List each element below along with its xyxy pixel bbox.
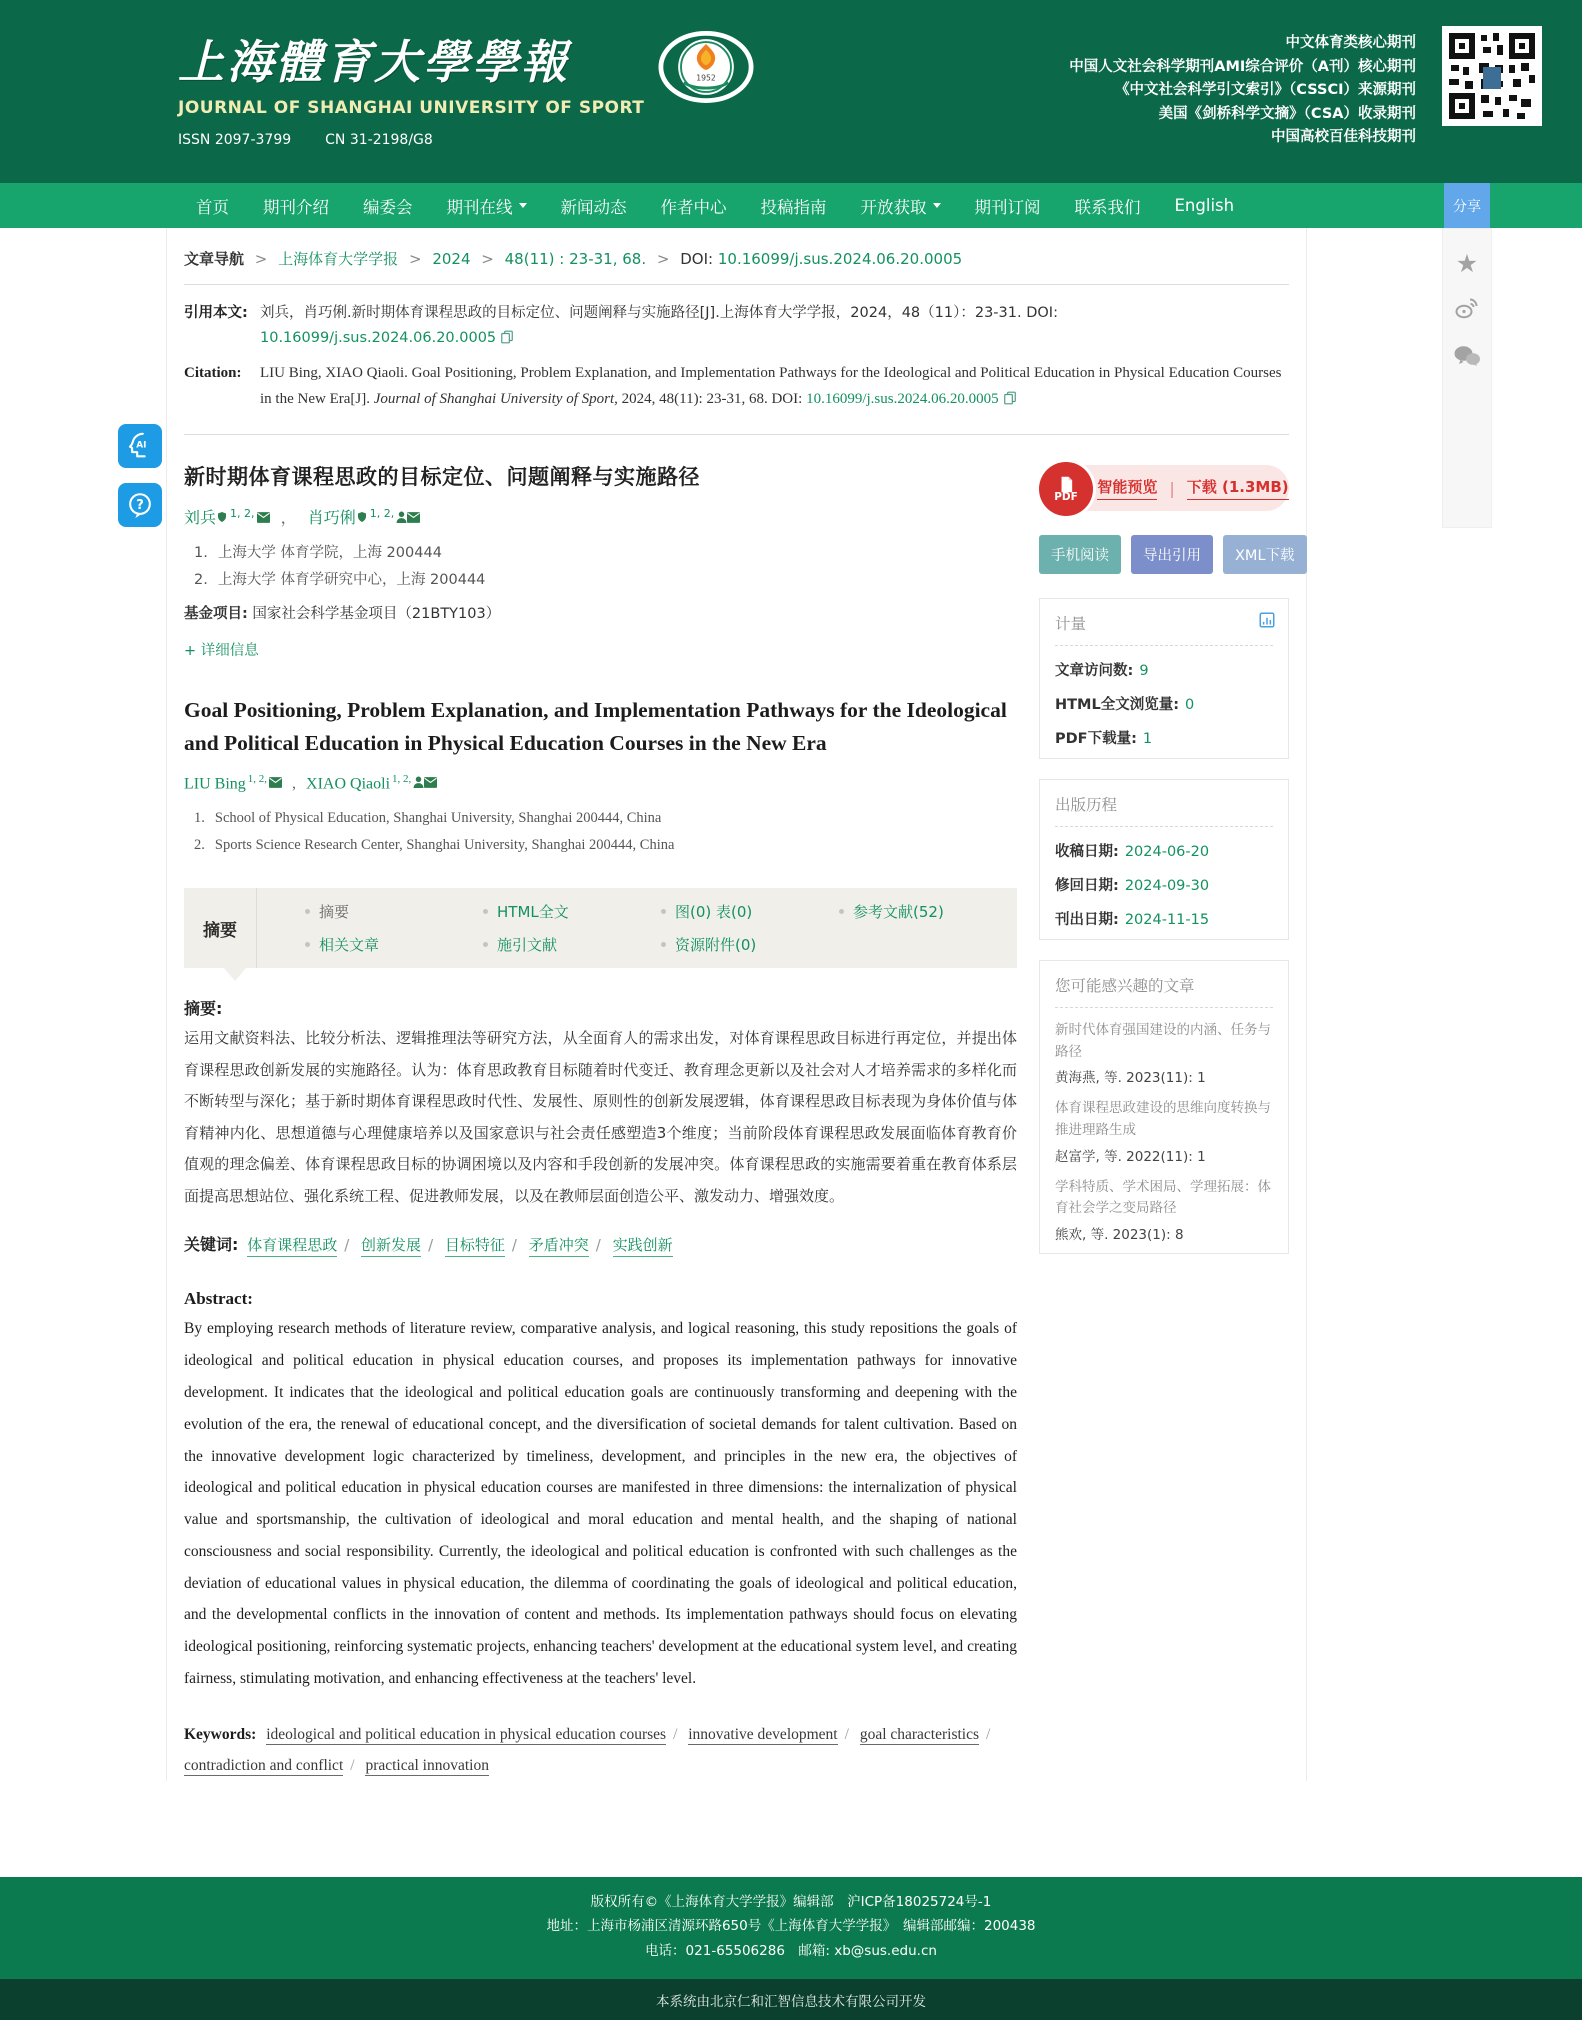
nav-item-subscription[interactable]: 期刊订阅 xyxy=(974,197,1041,217)
cite-cn-label: 引用本文: xyxy=(184,305,248,321)
breadcrumb-separator: > xyxy=(254,250,268,268)
content-area xyxy=(166,228,1307,1781)
related-article-meta: 黄海燕, 等. 2023(11): 1 xyxy=(1055,1070,1206,1087)
accolade-line: 中国人文社会科学期刊AMI综合评价（A刊）核心期刊 xyxy=(1069,58,1416,75)
breadcrumb-root: 文章导航 xyxy=(184,250,245,268)
keyword-link[interactable]: 创新发展 xyxy=(361,1236,421,1257)
weibo-icon[interactable] xyxy=(1454,296,1480,324)
author-badge-icon xyxy=(356,508,368,527)
history-title: 出版历程 xyxy=(1055,793,1273,827)
history-row: 修回日期: 2024-09-30 xyxy=(1055,878,1210,895)
metric-row: 文章访问数: 9 xyxy=(1055,663,1149,680)
mobile-read-button[interactable]: 手机阅读 xyxy=(1039,535,1121,574)
keyword-link[interactable]: 矛盾冲突 xyxy=(529,1236,589,1257)
tab-figures-tables[interactable]: 图(0) 表(0) xyxy=(661,901,839,922)
bullet-icon xyxy=(661,909,666,914)
person-icon[interactable] xyxy=(413,775,424,792)
nav-item-english[interactable]: English xyxy=(1174,196,1235,215)
article-main xyxy=(184,443,1017,1780)
breadcrumb-separator: > xyxy=(481,250,494,268)
author-separator: , xyxy=(292,774,297,792)
history-date: 2024-11-15 xyxy=(1124,912,1210,929)
bullet-icon xyxy=(305,909,310,914)
tab-current-abstract: 摘要 xyxy=(184,888,257,968)
nav-item-news[interactable]: 新闻动态 xyxy=(560,197,627,217)
author-link[interactable]: XIAO Qiaoli xyxy=(306,774,391,792)
bullet-icon xyxy=(483,942,488,947)
keyword-separator: / xyxy=(673,1725,678,1743)
nav-item-editorial-board[interactable]: 编委会 xyxy=(363,197,413,217)
keyword-separator: / xyxy=(511,1236,517,1255)
main-navigation xyxy=(0,183,1582,228)
affiliations-cn xyxy=(184,540,1017,594)
citation-chinese xyxy=(184,301,1289,354)
footer-copyright: 版权所有©《上海体育大学学报》编辑部 沪ICP备18025724号-1 xyxy=(590,1893,992,1910)
detail-toggle-link[interactable]: + 详细信息 xyxy=(184,642,259,659)
keyword-link[interactable]: goal characteristics xyxy=(859,1725,980,1743)
doi-label: DOI: xyxy=(680,250,714,268)
author-separator: ， xyxy=(280,508,297,528)
fund-line xyxy=(184,602,1017,623)
keyword-link[interactable]: 体育课程思政 xyxy=(247,1236,337,1257)
system-credit-bar xyxy=(0,1979,1582,2020)
history-row: 刊出日期: 2024-11-15 xyxy=(1055,912,1210,929)
tab-attachments[interactable]: 资源附件(0) xyxy=(661,934,839,955)
tab-html-fulltext[interactable]: HTML全文 xyxy=(483,901,661,922)
metric-row: HTML全文浏览量: 0 xyxy=(1055,697,1195,714)
email-icon[interactable] xyxy=(269,775,282,792)
university-logo xyxy=(658,30,754,108)
citation-english xyxy=(184,360,1289,415)
cite-en-label: Citation: xyxy=(184,364,242,381)
keyword-link[interactable]: ideological and political education in physical education courses xyxy=(266,1725,667,1743)
related-article-link[interactable]: 新时代体育强国建设的内涵、任务与路径 xyxy=(1055,1022,1271,1060)
author-sup: 1, 2, xyxy=(230,506,255,520)
breadcrumb-doi-link[interactable]: 10.16099/j.sus.2024.06.20.0005 xyxy=(717,250,963,268)
breadcrumb-issue-link[interactable]: 48(11) : 23-31, 68. xyxy=(504,250,647,268)
keyword-separator: / xyxy=(350,1756,355,1774)
nav-item-submission-guide[interactable]: 投稿指南 xyxy=(760,197,827,217)
copy-citation-icon[interactable] xyxy=(500,328,514,353)
svg-text:1952: 1952 xyxy=(696,73,717,83)
nav-item-home[interactable]: 首页 xyxy=(196,197,229,217)
tab-related-articles[interactable]: 相关文章 xyxy=(305,934,483,955)
abstract-cn-heading: 摘要: xyxy=(184,999,223,1019)
nav-item-author-center[interactable]: 作者中心 xyxy=(660,197,727,217)
metrics-title: 计量 xyxy=(1055,612,1273,646)
keyword-link[interactable]: practical innovation xyxy=(365,1756,489,1774)
keyword-link[interactable]: innovative development xyxy=(688,1725,838,1743)
tab-citing-articles[interactable]: 施引文献 xyxy=(483,934,661,955)
related-article-item xyxy=(1055,1008,1273,1086)
history-row: 收稿日期: 2024-06-20 xyxy=(1055,844,1210,861)
journal-title-calligraphy: 上海體育大學學報 xyxy=(178,35,570,89)
ai-assistant-button[interactable] xyxy=(118,424,162,468)
journal-title-english: JOURNAL OF SHANGHAI UNIVERSITY OF SPORT xyxy=(178,98,645,118)
caret-down-icon xyxy=(519,203,527,208)
cite-cn-doi-link[interactable]: 10.16099/j.sus.2024.06.20.0005 xyxy=(260,330,497,347)
cite-en-text-after: , 2024, 48(11): 23-31, 68. DOI: xyxy=(614,391,807,407)
bullet-icon xyxy=(483,909,488,914)
email-icon[interactable] xyxy=(407,508,420,527)
cite-en-journal: Journal of Shanghai University of Sport xyxy=(373,391,615,407)
wechat-icon[interactable] xyxy=(1453,344,1481,372)
related-article-link[interactable]: 体育课程思政建设的思维向度转换与推进理路生成 xyxy=(1055,1100,1271,1139)
keyword-separator: / xyxy=(344,1236,350,1255)
keyword-separator: / xyxy=(844,1725,849,1743)
related-article-meta: 熊欢, 等. 2023(1): 8 xyxy=(1055,1226,1184,1243)
keyword-link[interactable]: contradiction and conflict xyxy=(184,1756,344,1774)
copy-citation-icon[interactable] xyxy=(1003,388,1017,414)
history-date: 2024-09-30 xyxy=(1124,878,1210,895)
keyword-separator: / xyxy=(595,1236,601,1255)
author-badge-icon xyxy=(216,508,228,527)
citation-block xyxy=(184,285,1289,435)
bullet-icon xyxy=(661,942,666,947)
article-title-en: Goal Positioning, Problem Explanation, and Implementation Pathways for the Ideological and Political Education in Physical Education Courses in the New Era xyxy=(184,697,1007,756)
system-credit: 本系统由北京仁和汇智信息技术有限公司开发 xyxy=(656,1993,926,2010)
breadcrumb-journal-link[interactable]: 上海体育大学学报 xyxy=(278,250,399,268)
site-header xyxy=(0,0,1582,183)
pdf-icon[interactable]: PDF xyxy=(1039,462,1093,516)
nav-item-open-access[interactable]: 开放获取 xyxy=(861,194,941,218)
issn-number: ISSN 2097-3799 xyxy=(178,132,292,148)
article-tab-strip xyxy=(184,888,1017,968)
email-icon[interactable] xyxy=(257,508,270,527)
related-article-item xyxy=(1055,1165,1273,1243)
breadcrumb-separator: > xyxy=(408,250,422,268)
footer-contact: 电话：021-65506286 邮箱: xb@sus.edu.cn xyxy=(645,1942,937,1959)
person-icon[interactable] xyxy=(396,508,407,527)
help-button[interactable] xyxy=(118,483,162,527)
author-link[interactable]: 刘兵 xyxy=(184,508,217,528)
cite-en-doi-link[interactable]: 10.16099/j.sus.2024.06.20.0005 xyxy=(806,391,999,407)
footer-address: 地址：上海市杨浦区清源环路650号《上海体育大学学报》 编辑部邮编：200438 xyxy=(546,1918,1036,1935)
site-footer-info xyxy=(0,1877,1582,1980)
publication-history-box xyxy=(1039,779,1289,940)
metrics-box xyxy=(1039,598,1289,759)
accolade-line: 中国高校百佳科技期刊 xyxy=(1271,129,1416,145)
keywords-en-label: Keywords: xyxy=(184,1725,257,1743)
metric-row: PDF下载量: 1 xyxy=(1055,731,1153,748)
cite-en-text-before: LIU Bing, XIAO Qiaoli. Goal Positioning, Problem Explanation, and Implementation Pathways for the Ideological and Political Education in Physical Education Courses in the New Era[J]. xyxy=(260,364,1282,407)
svg-text:?: ? xyxy=(136,498,144,514)
breadcrumb xyxy=(184,228,1289,285)
affiliations-en xyxy=(184,805,1017,859)
related-article-item xyxy=(1055,1086,1273,1164)
article-sidebar xyxy=(1039,443,1295,1780)
tab-abstract[interactable]: 摘要 xyxy=(305,901,483,922)
affiliation-item: 2. Sports Science Research Center, Shanghai University, Shanghai 200444, China xyxy=(194,836,675,853)
keyword-separator: / xyxy=(428,1236,434,1255)
author-sup: 1, 2, xyxy=(247,772,268,785)
bullet-icon xyxy=(305,942,310,947)
metric-value[interactable]: 0 xyxy=(1185,697,1195,714)
nav-item-about[interactable]: 期刊介绍 xyxy=(263,197,329,217)
author-link[interactable]: LIU Bing xyxy=(184,774,246,792)
caret-down-icon xyxy=(933,203,941,208)
email-icon[interactable] xyxy=(424,775,437,792)
accolade-line: 美国《剑桥科学文摘》（CSA）收录期刊 xyxy=(1158,105,1416,122)
related-article-link[interactable]: 学科特质、学术困局、学理拓展：体育社会学之变局路径 xyxy=(1055,1178,1271,1217)
fund-label: 基金项目: xyxy=(184,605,248,622)
affiliation-item: 2. 上海大学 体育学研究中心，上海 200444 xyxy=(194,572,486,589)
accolade-line: 《中文社会科学引文索引》（CSSCI）来源期刊 xyxy=(1115,82,1416,98)
accolade-line: 中文体育类核心期刊 xyxy=(1285,35,1416,51)
floating-tools xyxy=(118,424,162,527)
pdf-download-row xyxy=(1039,465,1289,515)
related-title: 您可能感兴趣的文章 xyxy=(1055,974,1273,1008)
author-sup: 1, 2, xyxy=(392,772,412,785)
author-link[interactable]: 肖巧俐 xyxy=(307,508,356,528)
abstract-en-text: By employing research methods of literature review, comparative analysis, and logical reasoning, this study repositions the goals of ideological and political education in physical education courses, and proposes its implementation pathways for innovative development. It indicates that the ideological and political education goals are continuously transforming and deepening with the evolution of the era, the renewal of educational concept, and the diversification of societal demands for talent cultivation. Based on the innovative development logic characterized by timeliness, development, and principles in the new era, the objectives of ideological and political education in physical education courses are manifested in three dimensions: the internalization of physical value and sportsmanship, the cultivation of ideological and moral education and mental health, and the shaping of national consciousness and social responsibility. Currently, the ideological and political education is confronted with such challenges as the deviation of educational values in physical education, the dilemma of coordinating the goals of ideological and political education, and the developmental conflicts in the innovation of content and methods. Its implementation pathways should focus on elevating ideological positioning, reinforcing systematic projects, enhancing teachers' development at the educational system level, and creating fairness, stimulating motivation, and enhancing effectiveness at the teachers' level. xyxy=(184,1320,1017,1687)
qzone-icon[interactable]: ★ xyxy=(1455,249,1479,278)
article-title-cn: 新时期体育课程思政的目标定位、问题阐释与实施路径 xyxy=(184,465,700,490)
abstract-cn-text: 运用文献资料法、比较分析法、逻辑推理法等研究方法，从全面育人的需求出发，对体育课程思政目标进行再定位，并提出体育课程思政创新发展的实施路径。认为：体育思政教育目标随着时代变迁、教育理念更新以及社会对人才培养需求的多样化而不断转型与深化；基于新时期体育课程思政时代性、发展性、原则性的创新发展逻辑，体育课程思政目标表现为身体价值与体育精神内化、思想道德与心理健康培养以及国家意识与社会责任感塑造3个维度；当前阶段体育课程思政发展面临体育教育价值观的理念偏差、体育课程思政目标的协调困境以及内容和手段创新的发展冲突。体育课程思政的实施需要着重在教育体系层面提高思想站位、强化系统工程、促进教师发展，以及在教师层面创造公平、激发动力、增强效度。 xyxy=(184,1029,1017,1205)
journal-accolades xyxy=(1069,26,1416,150)
smart-preview-link[interactable]: 智能预览 xyxy=(1097,476,1157,500)
qr-code xyxy=(1442,26,1542,126)
keyword-link[interactable]: 目标特征 xyxy=(445,1236,505,1257)
keyword-link[interactable]: 实践创新 xyxy=(613,1236,673,1257)
pdf-divider: | xyxy=(1169,478,1175,498)
keywords-en xyxy=(184,1719,1017,1781)
authors-cn xyxy=(184,505,1017,528)
cn-number: CN 31-2198/G8 xyxy=(325,132,433,148)
cite-cn-text: 刘兵，肖巧俐.新时期体育课程思政的目标定位、问题阐释与实施路径[J].上海体育大学学报，2024，48（11）：23-31. DOI: xyxy=(260,305,1058,321)
spacer xyxy=(0,1781,1582,1877)
metric-value[interactable]: 1 xyxy=(1142,731,1153,748)
fund-text: 国家社会科学基金项目（21BTY103） xyxy=(252,605,501,622)
history-date: 2024-06-20 xyxy=(1124,844,1210,861)
export-citation-button[interactable]: 导出引用 xyxy=(1131,535,1213,574)
related-articles-box xyxy=(1039,960,1289,1254)
share-rail xyxy=(1442,228,1492,528)
metric-value[interactable]: 9 xyxy=(1139,663,1149,680)
nav-item-journal-online[interactable]: 期刊在线 xyxy=(447,194,527,218)
keyword-separator: / xyxy=(986,1725,991,1743)
author-sup: 1, 2, xyxy=(369,506,395,520)
related-article-meta: 赵富学, 等. 2022(11): 1 xyxy=(1055,1148,1206,1165)
abstract-en-heading: Abstract: xyxy=(184,1289,253,1309)
tab-references[interactable]: 参考文献(52) xyxy=(839,901,1017,922)
sidebar-actions xyxy=(1039,535,1295,574)
bullet-icon xyxy=(839,909,844,914)
breadcrumb-separator: > xyxy=(656,250,670,268)
keywords-cn-label: 关键词: xyxy=(184,1235,239,1255)
authors-en xyxy=(184,773,1017,793)
affiliation-item: 1. 上海大学 体育学院，上海 200444 xyxy=(194,545,442,562)
journal-brand xyxy=(178,26,644,148)
keywords-cn xyxy=(184,1232,1017,1255)
xml-download-button[interactable]: XML下载 xyxy=(1223,535,1307,574)
nav-item-contact[interactable]: 联系我们 xyxy=(1074,197,1141,217)
metrics-chart-icon[interactable] xyxy=(1258,611,1276,633)
share-button[interactable]: 分享 xyxy=(1444,183,1490,228)
pdf-download-link[interactable]: 下载 (1.3MB) xyxy=(1187,476,1289,500)
svg-text:AI: AI xyxy=(136,440,147,451)
breadcrumb-year-link[interactable]: 2024 xyxy=(432,250,471,268)
affiliation-item: 1. School of Physical Education, Shanghai University, Shanghai 200444, China xyxy=(194,809,662,826)
